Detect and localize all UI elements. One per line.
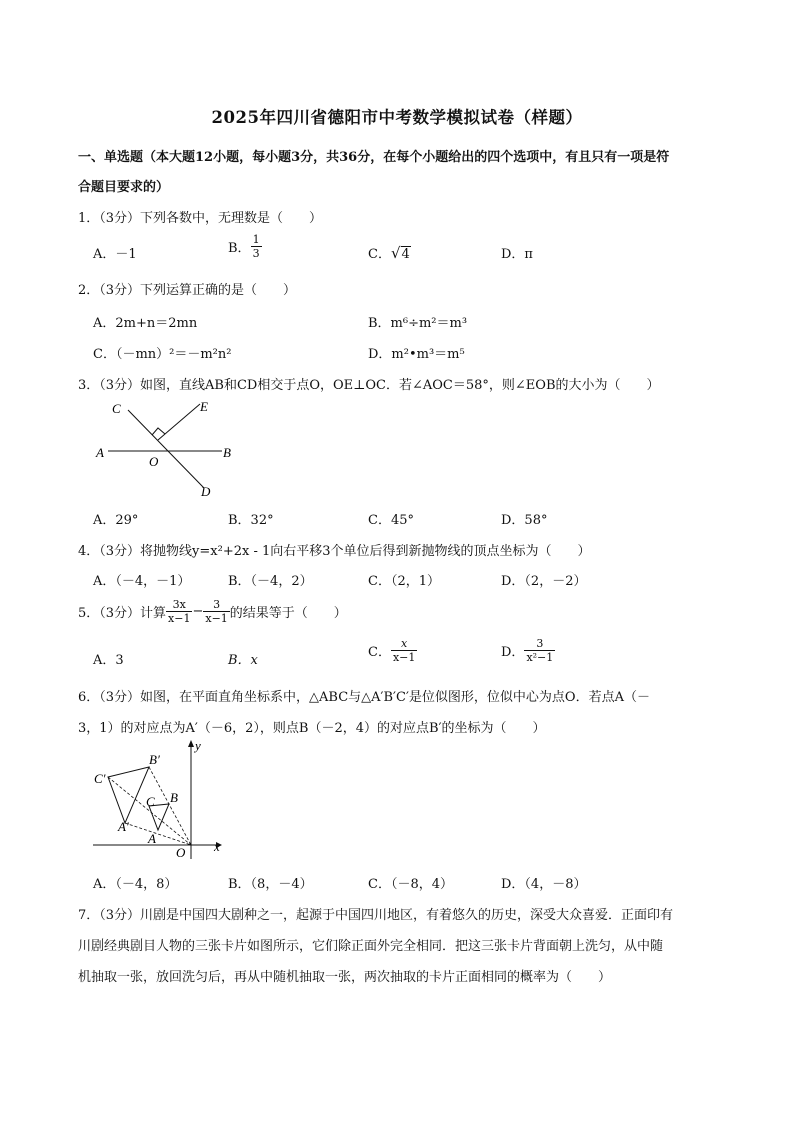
label-x: x (214, 839, 220, 854)
question-6-option-c: C．（－8，4） (368, 877, 453, 892)
question-6-option-d: D．（4，－8） (501, 877, 587, 892)
label-d: D (201, 484, 211, 499)
question-1-option-a: A．－1 (93, 247, 137, 262)
question-2-stem: 2．（3分）下列运算正确的是（ ） (78, 283, 297, 298)
fraction-numerator: 3 (524, 637, 555, 651)
fraction-numerator: 3x (166, 598, 192, 612)
fraction-numerator: 3 (203, 598, 229, 612)
question-6-option-b: B．（8，－4） (228, 877, 313, 892)
q5-stem-suffix: 的结果等于（ ） (229, 606, 347, 621)
ray-oe (158, 404, 200, 440)
label-b: B (170, 790, 178, 805)
question-1-stem: 1．（3分）下列各数中，无理数是（ ） (78, 211, 323, 226)
line-cd (128, 410, 204, 488)
label-o: O (149, 454, 159, 469)
question-2-option-b: B．m⁶÷m²＝m³ (368, 316, 468, 331)
question-3-figure (90, 396, 250, 501)
option-c-prefix: C． (368, 247, 391, 262)
question-5-option-d (501, 637, 555, 664)
label-c-prime: C′ (94, 771, 106, 786)
question-5-stem (78, 598, 347, 625)
label-a: A (96, 445, 104, 460)
fraction-numerator: 1 (252, 233, 260, 246)
question-4-option-d: D．（2，－2） (501, 574, 587, 589)
question-4-option-a: A．（－4，－1） (93, 574, 191, 589)
q5-stem-prefix: 5．（3分）计算 (78, 606, 167, 621)
question-4-option-c: C．（2，1） (368, 574, 440, 589)
radical-sign: √ (390, 244, 401, 262)
fraction-denominator: x−1 (168, 612, 191, 625)
minus-sign: − (192, 604, 204, 619)
option-d-prefix: D． (501, 645, 525, 660)
label-o: O (176, 845, 186, 860)
fraction-denominator: 3 (252, 247, 260, 260)
question-5-option-b: B．x (228, 653, 258, 668)
option-c-prefix: C． (368, 645, 391, 660)
option-b-prefix: B． (228, 241, 251, 256)
question-6-stem-line1: 6．（3分）如图，在平面直角坐标系中，△ABC与△A′B′C′是位似图形，位似中心为点O．若点A（－ (78, 690, 650, 705)
question-2-option-a: A．2m+n＝2mn (93, 316, 198, 331)
question-7-line3: 机抽取一张，放回洗匀后，再从中随机抽取一张，两次抽取的卡片正面相同的概率为（ ） (78, 970, 612, 985)
label-e: E (200, 399, 208, 414)
question-6-stem-line2: 3，1）的对应点为A′（－6，2），则点B（－2，4）的对应点B′的坐标为（ ） (78, 721, 546, 736)
fraction-denominator: x−1 (392, 651, 416, 664)
label-y: y (195, 738, 201, 753)
question-6-figure (88, 735, 238, 863)
label-b-prime: B′ (149, 752, 160, 767)
fraction-one-third (251, 233, 262, 260)
question-7-line1: 7．（3分）川剧是中国四大剧种之一，起源于中国四川地区，有着悠久的历史，深受大众喜爱．正面印有 (78, 908, 674, 923)
question-5-option-a: A．3 (93, 653, 124, 668)
q5-option-d-fraction (524, 637, 555, 664)
question-2-option-c: C．（－mn）²＝－m²n² (93, 347, 232, 362)
label-c: C (146, 794, 155, 809)
question-7-line2: 川剧经典剧目人物的三张卡片如图所示，它们除正面外完全相同．把这三张卡片背面朝上洗匀，从中随 (78, 939, 664, 954)
question-1-option-d: D．π (501, 247, 533, 262)
q5-fraction-2 (203, 598, 229, 625)
question-3-option-c: C．45° (368, 513, 414, 528)
section-header-line1: 一、单选题（本大题12小题，每小题3分，共36分，在每个小题给出的四个选项中，有且只有一项是符 (78, 150, 670, 165)
fraction-denominator: x²−1 (526, 651, 554, 664)
question-6-option-a: A．（－4，8） (93, 877, 178, 892)
question-2-option-d: D．m²•m³＝m⁵ (368, 347, 465, 362)
question-5-option-c (368, 637, 417, 664)
q5-option-c-fraction (391, 637, 417, 664)
q5-fraction-1 (166, 598, 192, 625)
question-3-option-d: D．58° (501, 513, 548, 528)
question-4-stem: 4．（3分）将抛物线y=x²+2x - 1向右平移3个单位后得到新抛物线的顶点坐标为（ ） (78, 544, 591, 559)
question-3-option-b: B．32° (228, 513, 274, 528)
question-3-option-a: A．29° (93, 513, 139, 528)
question-4-option-b: B．（－4，2） (228, 574, 313, 589)
label-c: C (112, 401, 121, 416)
question-1-option-b (228, 233, 262, 260)
radicand: 4 (401, 247, 410, 262)
right-angle-mark (152, 428, 165, 435)
y-axis-arrow (188, 740, 194, 747)
fraction-numerator: x (391, 637, 417, 651)
fraction-denominator: x−1 (205, 612, 228, 625)
triangle-a-prime-b-prime-c-prime (108, 767, 149, 823)
page-title: 2025年四川省德阳市中考数学模拟试卷（样题） (211, 108, 583, 127)
question-3-stem: 3．（3分）如图，直线AB和CD相交于点O，OE⊥OC．若∠AOC＝58°，则∠EOB的大小为（ ） (78, 378, 660, 393)
section-header-line2: 合题目要求的） (78, 180, 170, 195)
label-b: B (223, 445, 231, 460)
question-1-option-c (368, 243, 411, 262)
label-a-prime: A′ (118, 819, 129, 834)
label-a: A (148, 831, 156, 846)
